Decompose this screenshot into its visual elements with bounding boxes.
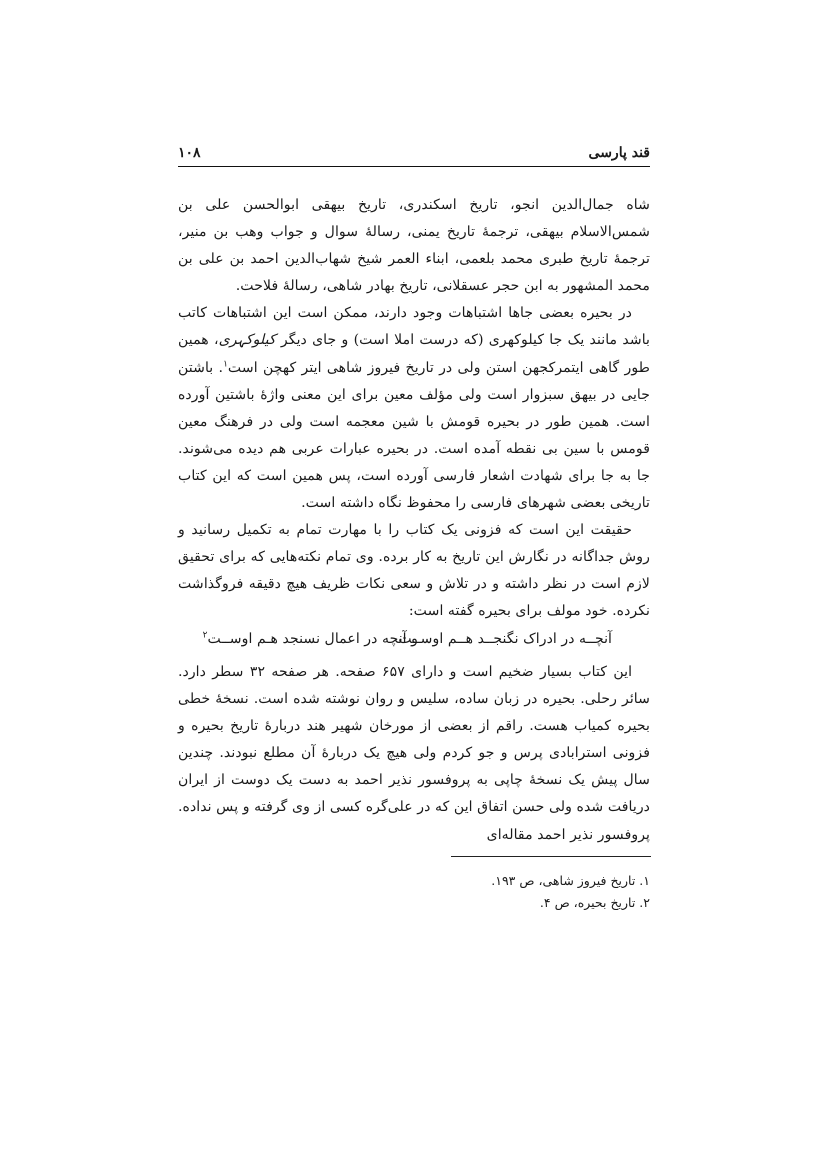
- paragraph-2-part-1: در بحیره بعضی جاها اشتباهات وجود دارند، ممکن است این اشتباهات کاتب باشد مانند یک جا کیلوکهری (که درست املا است) و جای دیگر: [178, 305, 650, 349]
- hemistich-2: [203, 631, 418, 647]
- italic-word: کیلوکہری: [218, 332, 276, 349]
- paragraph-2-part-3: . باشتن جایی در بیهق سبزوار است ولی مؤلف معین برای این معنی واژهٔ باشتین آورده است. همین طور در بحیره قومش با شین معجمه است ولی در فرهنگ معین قومس با سین بی نقطه آمده است. در بحیره عبارات عربی هم دیده می‌شوند. جا به جا برای شهادت اشعار فارسی آورده است، پس همین است که این کتاب تاریخی بعضی شهرهای فارسی را محفوظ نگاه داشته است.: [178, 359, 650, 512]
- paragraph-3: حقیقت این است که فزونی یک کتاب را با مهارت تمام به تکمیل رسانید و روش جداگانه در نگارش این تاریخ به کار برده. وی تمام نکته‌هایی که برای تحقیق لازم است در نظر داشته و در تلاش و سعی نکات ظریف هیچ دقیقه فروگذاشت نکرده. خود مولف برای بحیره گفته است:: [178, 522, 650, 620]
- main-text-continued: [178, 659, 650, 849]
- paragraph-1: شاه جمال‌الدین انجو، تاریخ اسکندری، تاریخ بیهقی ابوالحسن علی بن شمس‌الاسلام بیهقی، ترجمهٔ تاریخ یمنی، رسالهٔ سوال و جواب وهب بن منیر، ترجمهٔ تاریخ طبری محمد بلعمی، ابناء العمر شیخ شهاب‌الدین احمد بن علی بن محمد المشهور به ابن حجر عسقلانی، تاریخ بهادر شاهی، رسالهٔ فلاحت.: [178, 197, 650, 295]
- hemistich-2-text: و آنچه در اعمال نسنجد هـم اوســت: [207, 631, 418, 647]
- verse-couplet: [178, 627, 650, 655]
- footnote-rule: [451, 856, 651, 857]
- paragraph-2-part-2: ، همین طور گاهی ایتمرکجهن استن ولی در تاریخ فیروز شاهی ایتر کهچن است: [178, 332, 650, 376]
- footnote-ref-2[interactable]: ۲: [202, 630, 208, 641]
- footnote-2: ۲. تاریخ بحیره، ص ۴.: [539, 895, 650, 910]
- hemistich-1: آنچــه در ادراک نگنجــد هــم اوســت: [398, 631, 612, 647]
- running-header: [178, 143, 650, 165]
- paragraph-4: این کتاب بسیار ضخیم است و دارای ۶۵۷ صفحه. هر صفحه ۳۲ سطر دارد. سائر رحلی. بحیره در زبان ساده، سلیس و روان نوشته شده است. نسخهٔ خطی بحیره کمیاب هست. راقم از بعضی از مورخان شهیر هند دربارهٔ تاریخ بحیره و فزونی استرابادی پرس و جو کردم ولی هیچ یک دربارهٔ آن مطلع نبودند. چندین سال پیش یک نسخهٔ چاپی به پروفسور نذیر احمد به دست یک دوست از ایران دریافت شده ولی حسن اتفاق این که در علی‌گره کسی از وی گرفته و پس نداده. پروفسور نذیر احمد مقاله‌ای: [178, 664, 650, 843]
- running-title: قند پارسی: [588, 145, 650, 161]
- footnotes: [178, 870, 650, 914]
- footnote-ref-1[interactable]: ۱: [223, 358, 228, 369]
- paragraph-2: [178, 300, 650, 517]
- header-rule: [178, 166, 650, 167]
- footnote-1: ۱. تاریخ فیروز شاهی، ص ۱۹۳.: [491, 873, 650, 888]
- main-text: [178, 192, 650, 626]
- page-number: ۱۰۸: [178, 145, 201, 161]
